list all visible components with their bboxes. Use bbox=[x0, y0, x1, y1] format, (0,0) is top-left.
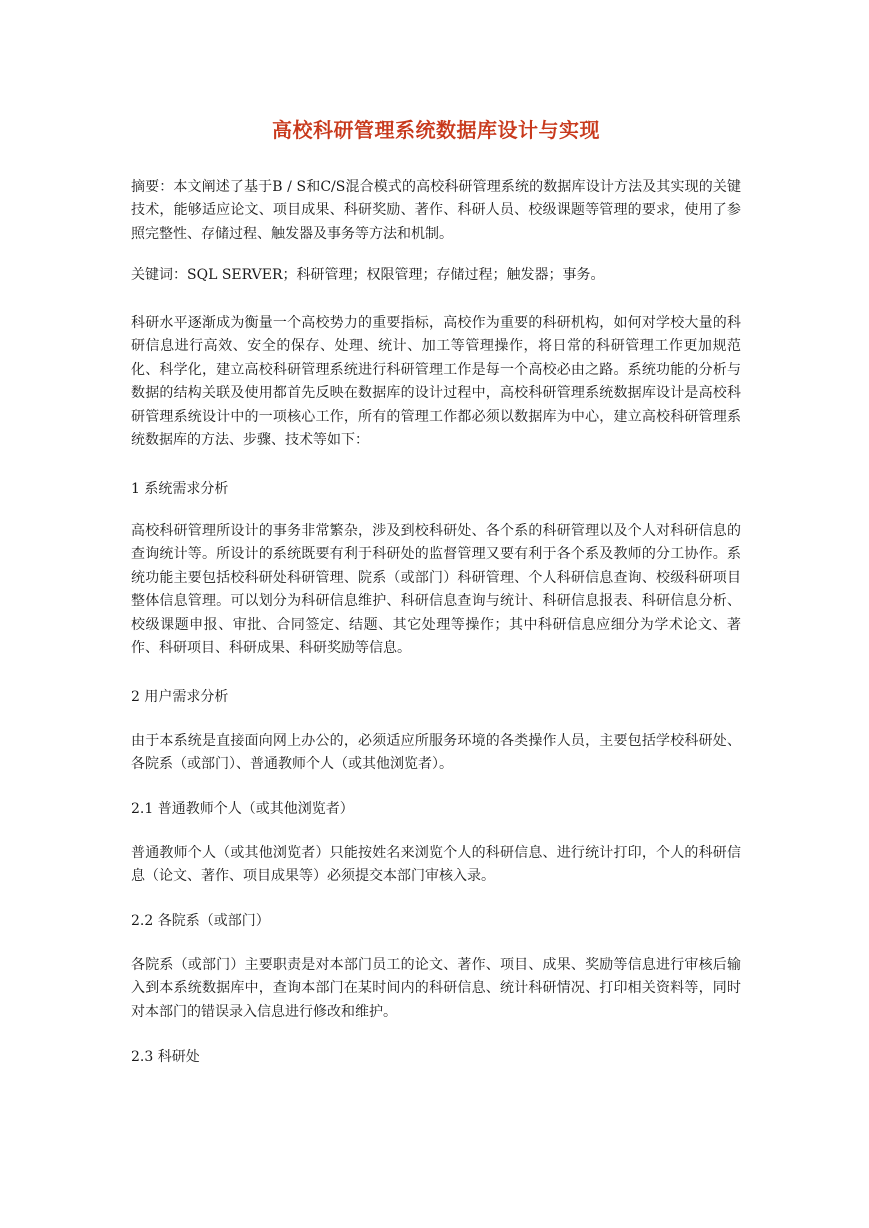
section-2-body: 由于本系统是直接面向网上办公的，必须适应所服务环境的各类操作人员，主要包括学校科研处、各院系（或部门）、普通教师个人（或其他浏览者）。 bbox=[131, 733, 741, 773]
section-1-body: 高校科研管理所设计的事务非常繁杂，涉及到校科研处、各个系的科研管理以及个人对科研信息的查询统计等。所设计的系统既要有利于科研处的监督管理又要有利于各个系及教师的分工协作。系统功能主要包括校科研处科研管理、院系（或部门）科研管理、个人科研信息查询、校级科研项目整体信息管理。可以划分为科研信息维护、科研信息查询与统计、科研信息报表、科研信息分析、校级课题申报、审批、合同签定、结题、其它处理等操作；其中科研信息应细分为学术论文、著作、科研项目、科研成果、科研奖励等信息。 bbox=[131, 523, 741, 657]
section-2-1-heading: 2.1 普通教师个人（或其他浏览者） bbox=[131, 801, 354, 817]
section-2-2-heading: 2.2 各院系（或部门） bbox=[131, 913, 270, 929]
keywords-paragraph: 关键词：SQL SERVER；科研管理；权限管理；存储过程；触发器；事务。 bbox=[131, 267, 605, 283]
section-2-heading: 2 用户需求分析 bbox=[131, 689, 229, 705]
section-2-3-heading: 2.3 科研处 bbox=[131, 1049, 200, 1065]
abstract-paragraph: 摘要：本文阐述了基于B / S和C/S混合模式的高校科研管理系统的数据库设计方法及其实现的关键技术，能够适应论文、项目成果、科研奖励、著作、科研人员、校级课题等管理的要求，使用了参照完整性、存储过程、触发器及事务等方法和机制。 bbox=[131, 179, 741, 242]
intro-paragraph: 科研水平逐渐成为衡量一个高校势力的重要指标，高校作为重要的科研机构，如何对学校大量的科研信息进行高效、安全的保存、处理、统计、加工等管理操作，将日常的科研管理工作更加规范化、科学化，建立高校科研管理系统进行科研管理工作是每一个高校必由之路。系统功能的分析与数据的结构关联及使用都首先反映在数据库的设计过程中，高校科研管理系统数据库设计是高校科研管理系统设计中的一项核心工作，所有的管理工作都必须以数据库为中心，建立高校科研管理系统数据库的方法、步骤、技术等如下： bbox=[131, 315, 741, 449]
document-title: 高校科研管理系统数据库设计与实现 bbox=[272, 118, 600, 142]
section-1-heading: 1 系统需求分析 bbox=[131, 481, 229, 497]
section-2-2-body: 各院系（或部门）主要职责是对本部门员工的论文、著作、项目、成果、奖励等信息进行审核后输入到本系统数据库中，查询本部门在某时间内的科研信息、统计科研情况、打印相关资料等，同时对本部门的错误录入信息进行修改和维护。 bbox=[131, 957, 741, 1020]
section-2-1-body: 普通教师个人（或其他浏览者）只能按姓名来浏览个人的科研信息、进行统计打印，个人的科研信息（论文、著作、项目成果等）必须提交本部门审核入录。 bbox=[131, 845, 741, 885]
